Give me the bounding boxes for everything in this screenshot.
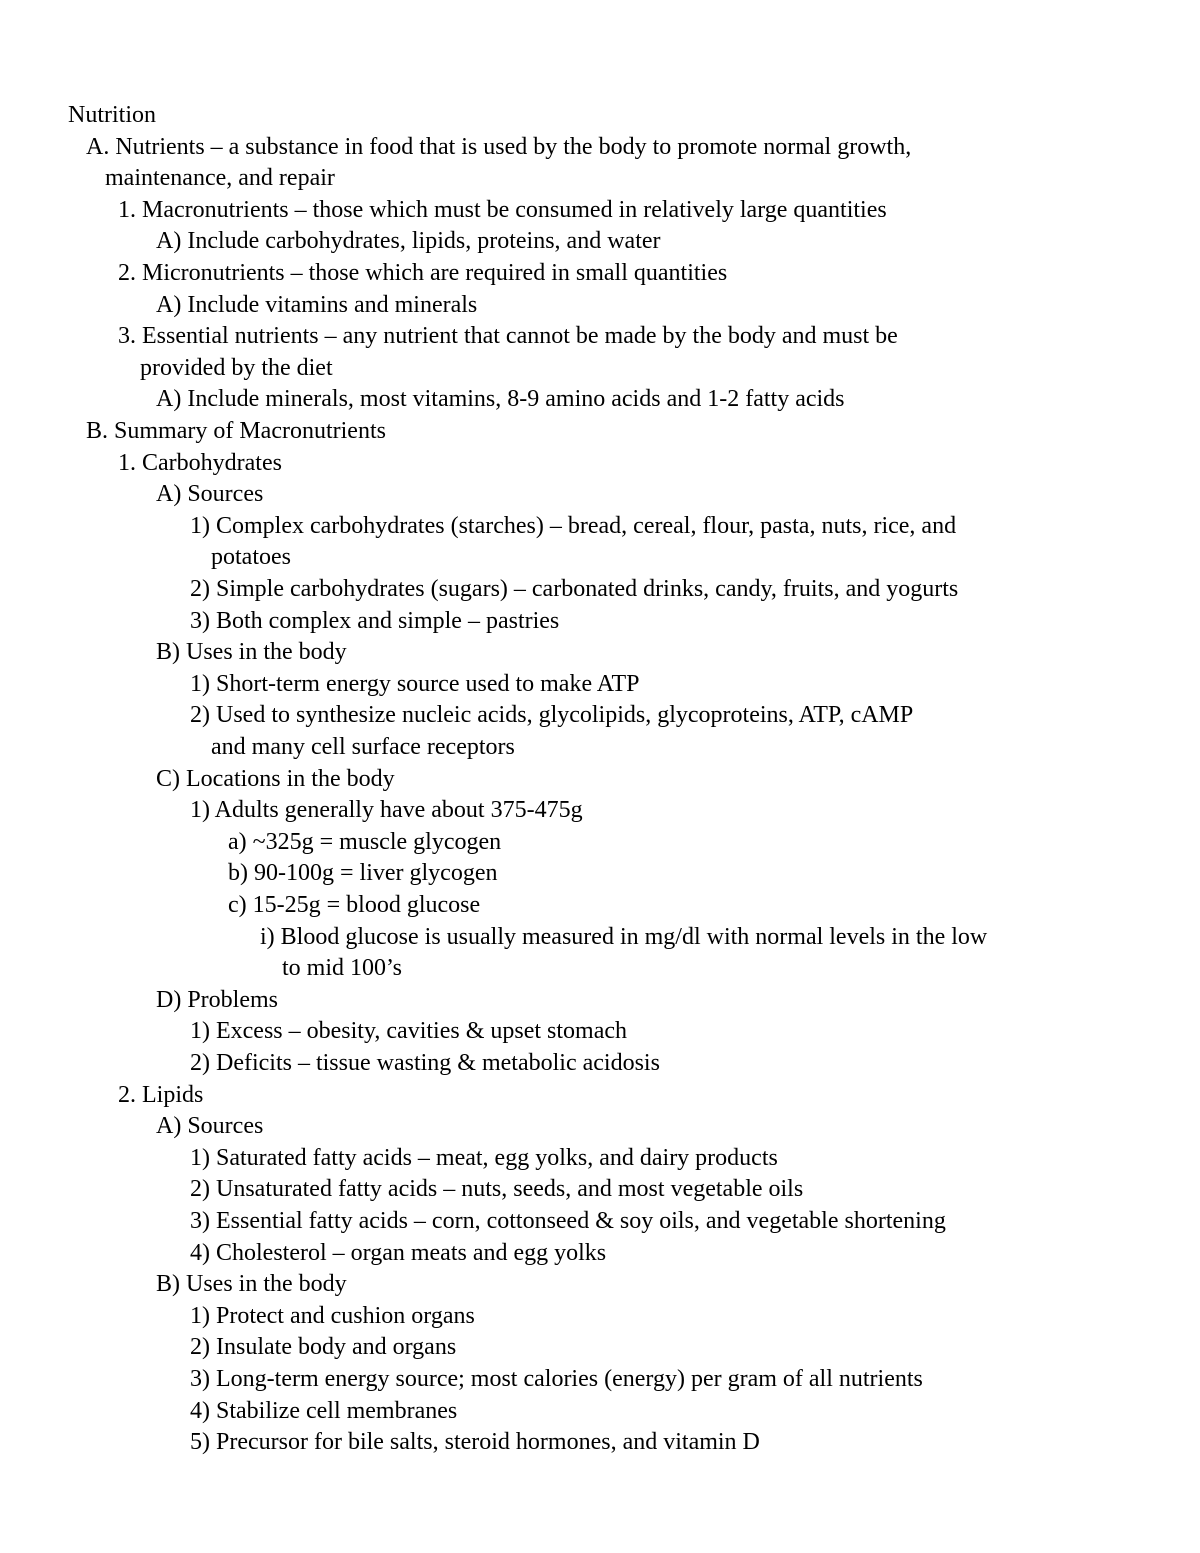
- outline-item: 1) Saturated fatty acids – meat, egg yolks, and dairy products: [190, 1145, 778, 1171]
- outline-item: 2. Lipids: [118, 1082, 204, 1108]
- outline-item: a) ~325g = muscle glycogen: [228, 829, 502, 855]
- outline-item: A) Include minerals, most vitamins, 8-9 amino acids and 1-2 fatty acids: [156, 386, 845, 412]
- outline-item: 4) Stabilize cell membranes: [190, 1398, 458, 1424]
- outline-item: 2. Micronutrients – those which are required in small quantities: [118, 260, 728, 286]
- outline-item: 3) Both complex and simple – pastries: [190, 608, 560, 634]
- outline-item: 1) Excess – obesity, cavities & upset stomach: [190, 1018, 628, 1044]
- outline-item: b) 90-100g = liver glycogen: [228, 860, 498, 886]
- outline-item: 3) Long-term energy source; most calories (energy) per gram of all nutrients: [190, 1366, 923, 1392]
- outline-item: A) Sources: [156, 1113, 264, 1139]
- outline-item-continuation: and many cell surface receptors: [211, 734, 515, 760]
- outline-item: B. Summary of Macronutrients: [86, 418, 386, 444]
- outline-item: 1. Carbohydrates: [118, 450, 282, 476]
- outline-item: B) Uses in the body: [156, 639, 347, 665]
- outline-item: 1) Short-term energy source used to make ATP: [190, 671, 640, 697]
- outline-item: A) Include carbohydrates, lipids, proteins, and water: [156, 228, 661, 254]
- outline-item: i) Blood glucose is usually measured in mg/dl with normal levels in the low: [260, 924, 988, 950]
- outline-item: A. Nutrients – a substance in food that is used by the body to promote normal growth,: [86, 134, 912, 160]
- page-title: Nutrition: [68, 102, 156, 128]
- outline-item: C) Locations in the body: [156, 766, 395, 792]
- outline-item: 1) Complex carbohydrates (starches) – bread, cereal, flour, pasta, nuts, rice, and: [190, 513, 957, 539]
- outline-item-continuation: to mid 100’s: [282, 955, 403, 981]
- outline-item: B) Uses in the body: [156, 1271, 347, 1297]
- outline-item: 1) Adults generally have about 375-475g: [190, 797, 583, 823]
- outline-item: A) Include vitamins and minerals: [156, 292, 478, 318]
- outline-item: 2) Simple carbohydrates (sugars) – carbonated drinks, candy, fruits, and yogurts: [190, 576, 959, 602]
- outline-item: 2) Used to synthesize nucleic acids, glycolipids, glycoproteins, ATP, cAMP: [190, 702, 914, 728]
- outline-item: A) Sources: [156, 481, 264, 507]
- outline-item: 3. Essential nutrients – any nutrient that cannot be made by the body and must be: [118, 323, 898, 349]
- outline-item-continuation: maintenance, and repair: [105, 165, 335, 191]
- outline-item: D) Problems: [156, 987, 278, 1013]
- outline-item: 3) Essential fatty acids – corn, cottonseed & soy oils, and vegetable shortening: [190, 1208, 946, 1234]
- outline-item: 2) Deficits – tissue wasting & metabolic acidosis: [190, 1050, 660, 1076]
- outline-item: 1) Protect and cushion organs: [190, 1303, 475, 1329]
- outline-item-continuation: provided by the diet: [140, 355, 333, 381]
- outline-item: 2) Insulate body and organs: [190, 1334, 457, 1360]
- outline-item: 5) Precursor for bile salts, steroid hormones, and vitamin D: [190, 1429, 760, 1455]
- outline-item: c) 15-25g = blood glucose: [228, 892, 481, 918]
- outline-item: 4) Cholesterol – organ meats and egg yolks: [190, 1240, 607, 1266]
- outline-item: 1. Macronutrients – those which must be consumed in relatively large quantities: [118, 197, 887, 223]
- outline-item: 2) Unsaturated fatty acids – nuts, seeds, and most vegetable oils: [190, 1176, 804, 1202]
- outline-item-continuation: potatoes: [211, 544, 291, 570]
